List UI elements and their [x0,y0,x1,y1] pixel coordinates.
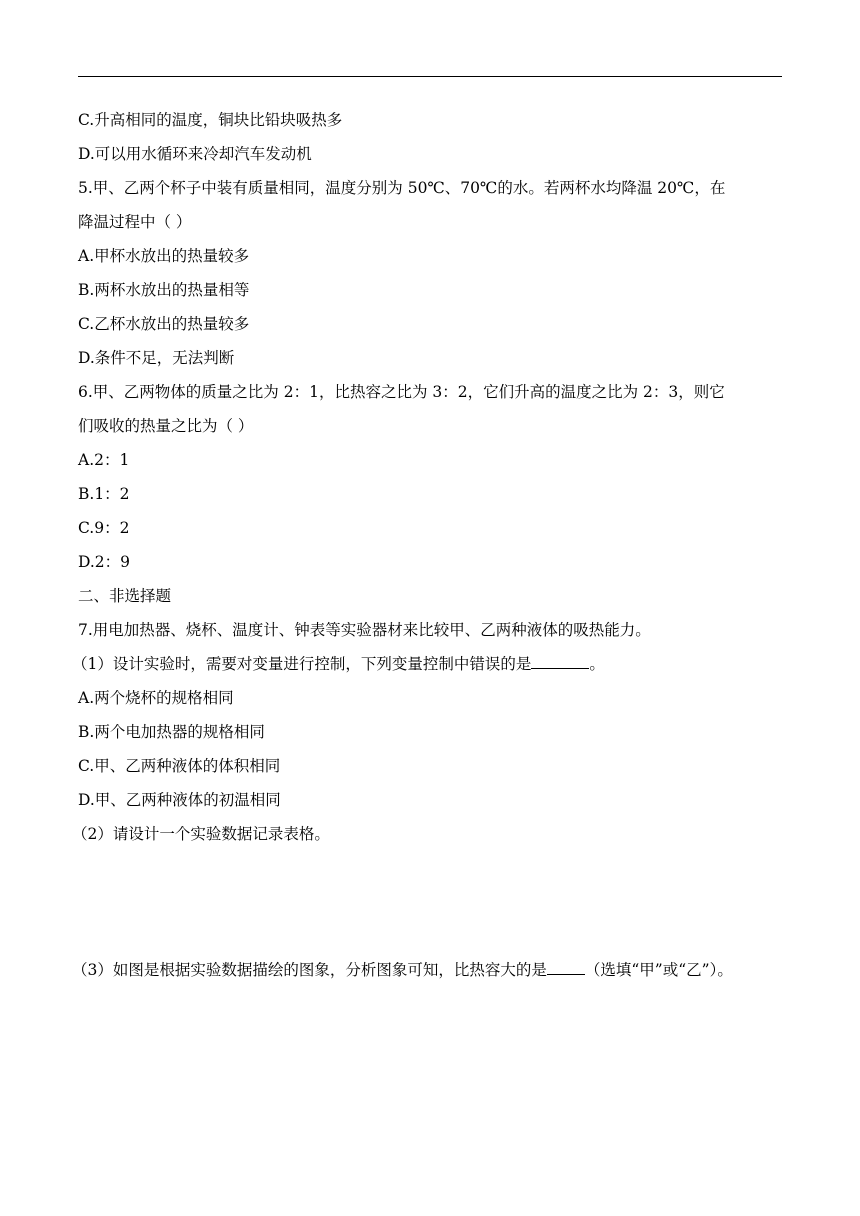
q7-part-3-end: （选填“甲”或“乙”）。 [584,961,733,979]
q5-option-c: C.乙杯水放出的热量较多 [78,315,250,333]
q7-part-1-end: 。 [589,655,605,673]
q5-option-b: B.两杯水放出的热量相等 [78,281,250,299]
q6-stem-line-1: 6.甲、乙两物体的质量之比为 2：1，比热容之比为 3：2，它们升高的温度之比为 2：3，则它 [78,383,725,401]
q7-stem: 7.用电加热器、烧杯、温度计、钟表等实验器材来比较甲、乙两种液体的吸热能力。 [78,621,651,639]
q7-part-3-text: （3）如图是根据实验数据描绘的图象，分析图象可知，比热容大的是 [72,961,547,979]
q7-part-2: （2）请设计一个实验数据记录表格。 [72,825,330,843]
header-rule [78,76,782,77]
q7-part-1 [72,654,605,674]
q5-stem-line-2: 降温过程中（ ） [78,213,192,231]
q6-stem-line-2: 们吸收的热量之比为（ ） [78,417,254,435]
q5-option-d: D.条件不足，无法判断 [78,349,235,367]
q5-option-a: A.甲杯水放出的热量较多 [78,247,250,265]
q6-option-a: A.2：1 [78,451,130,469]
q7-part-1-text: （1）设计实验时，需要对变量进行控制，下列变量控制中错误的是 [72,655,532,673]
q4-option-c: C.升高相同的温度，铜块比铅块吸热多 [78,111,343,129]
q7-1-option-c: C.甲、乙两种液体的体积相同 [78,757,281,775]
section-heading: 二、非选择题 [78,587,172,605]
q7-1-option-d: D.甲、乙两种液体的初温相同 [78,791,281,809]
q6-option-d: D.2：9 [78,553,131,571]
q7-1-option-a: A.两个烧杯的规格相同 [78,689,234,707]
q7-part-3-answer-blank[interactable] [547,960,585,975]
q4-option-d: D.可以用水循环来冷却汽车发动机 [78,145,312,163]
q6-option-b: B.1：2 [78,485,130,503]
q7-part-1-answer-blank[interactable] [531,654,589,669]
q7-part-3 [72,960,733,980]
q7-1-option-b: B.两个电加热器的规格相同 [78,723,265,741]
q6-option-c: C.9：2 [78,519,130,537]
q5-stem-line-1: 5.甲、乙两个杯子中装有质量相同，温度分别为 50℃、70℃的水。若两杯水均降温 20℃，在 [78,179,726,197]
